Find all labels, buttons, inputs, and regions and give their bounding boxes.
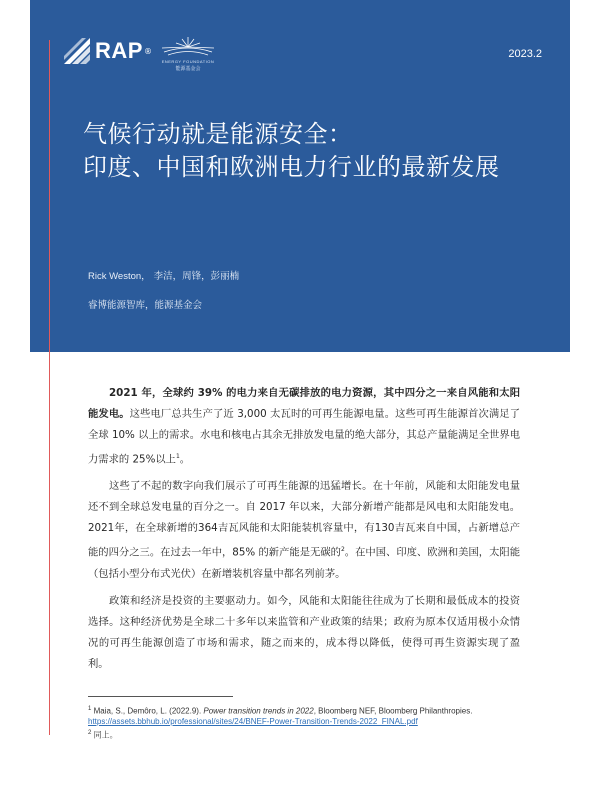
energy-foundation-text: ENERGY FOUNDATION (161, 59, 215, 64)
report-title (83, 118, 500, 184)
paragraph-2 (88, 476, 520, 584)
author-organizations: 睿博能源智库，能源基金会 (88, 300, 203, 311)
title-line-2: 印度、中国和欧洲电力行业的最新发展 (83, 153, 500, 181)
paragraph-1 (88, 383, 520, 470)
author-chinese: 李洁，周锋，彭丽楠 (150, 271, 240, 282)
footnote-1-authors: Maia, S., Demôro, L. (2022.9). (91, 706, 204, 716)
article-body (88, 383, 520, 681)
footnotes (88, 696, 488, 741)
starburst-icon (160, 36, 216, 58)
paragraph-1-end: 。 (179, 453, 191, 466)
footnote-ref-2[interactable]: 2 (340, 546, 345, 554)
footnote-1 (88, 704, 488, 728)
paragraph-1-lead: 2021 年，全球约 39% 的电力来自无碳排放的电力资源，其中四分之一来自风能和太阳能发电。 (88, 387, 520, 420)
publication-date: 2023.2 (508, 48, 542, 60)
footnote-1-link[interactable]: https://assets.bbhub.io/professional/sites/24/BNEF-Power-Transition-Trends-2022_FINAL.pdf (88, 717, 418, 727)
rap-logo-text: RAP (95, 38, 143, 63)
footnote-1-publisher: , Bloomberg NEF, Bloomberg Philanthropies. (313, 706, 473, 716)
paragraph-2-end: 。在中国、印度、欧洲和美国，太阳能（包括小型分布式光伏）在新增装机容量中都名列前茅。 (88, 546, 520, 580)
paragraph-2-text: 这些了不起的数字向我们展示了可再生能源的迅猛增长。在十年前，风能和太阳能发电量还不到全球总发电量的百分之一。自 2017 年以来，大部分新增产能都是风电和太阳能发电。2021年，在全球新增的364吉瓦风能和太阳能装机容量中，有130吉瓦来自中国，占新增总产能的四分之三。在过去一年中，85% 的新产能是无碳的 (88, 480, 520, 559)
footnote-2 (88, 728, 488, 741)
energy-foundation-logo (158, 36, 218, 78)
footnote-1-title: Power transition trends in 2022 (203, 706, 314, 716)
paragraph-1-text: 这些电厂总共生产了近 3,000 太瓦时的可再生能源电量。这些可再生能源首次满足了全球 10% 以上的需求。水电和核电占其余无排放发电量的绝大部分，其总产量能满足全世界电力需求的 25%以上 (88, 408, 520, 466)
energy-foundation-cn-text: 能源基金会 (175, 66, 201, 72)
margin-accent-line (49, 40, 50, 735)
footnote-1-number: 1 (88, 706, 92, 712)
footnote-2-number: 2 (88, 729, 92, 736)
footnote-2-text: 同上。 (91, 730, 118, 740)
rap-logo (64, 38, 152, 64)
rap-logo-icon (64, 38, 90, 64)
paragraph-3: 政策和经济是投资的主要驱动力。如今，风能和太阳能往往成为了长期和最低成本的投资选择。这种经济优势是全球二十多年以来监管和产业政策的结果；政府为原本仅适用极小众情况的可再生能源创造了市场和需求，随之而来的，成本得以降低，使得可再生资源实现了盈利。 (88, 594, 520, 670)
footnote-ref-1[interactable]: 1 (175, 453, 180, 460)
footnote-divider (88, 696, 233, 697)
registered-mark: ® (143, 46, 152, 56)
title-line-1: 气候行动就是能源安全： (83, 120, 353, 148)
author-list (88, 268, 239, 282)
author-english: Rick Weston， (88, 271, 151, 282)
